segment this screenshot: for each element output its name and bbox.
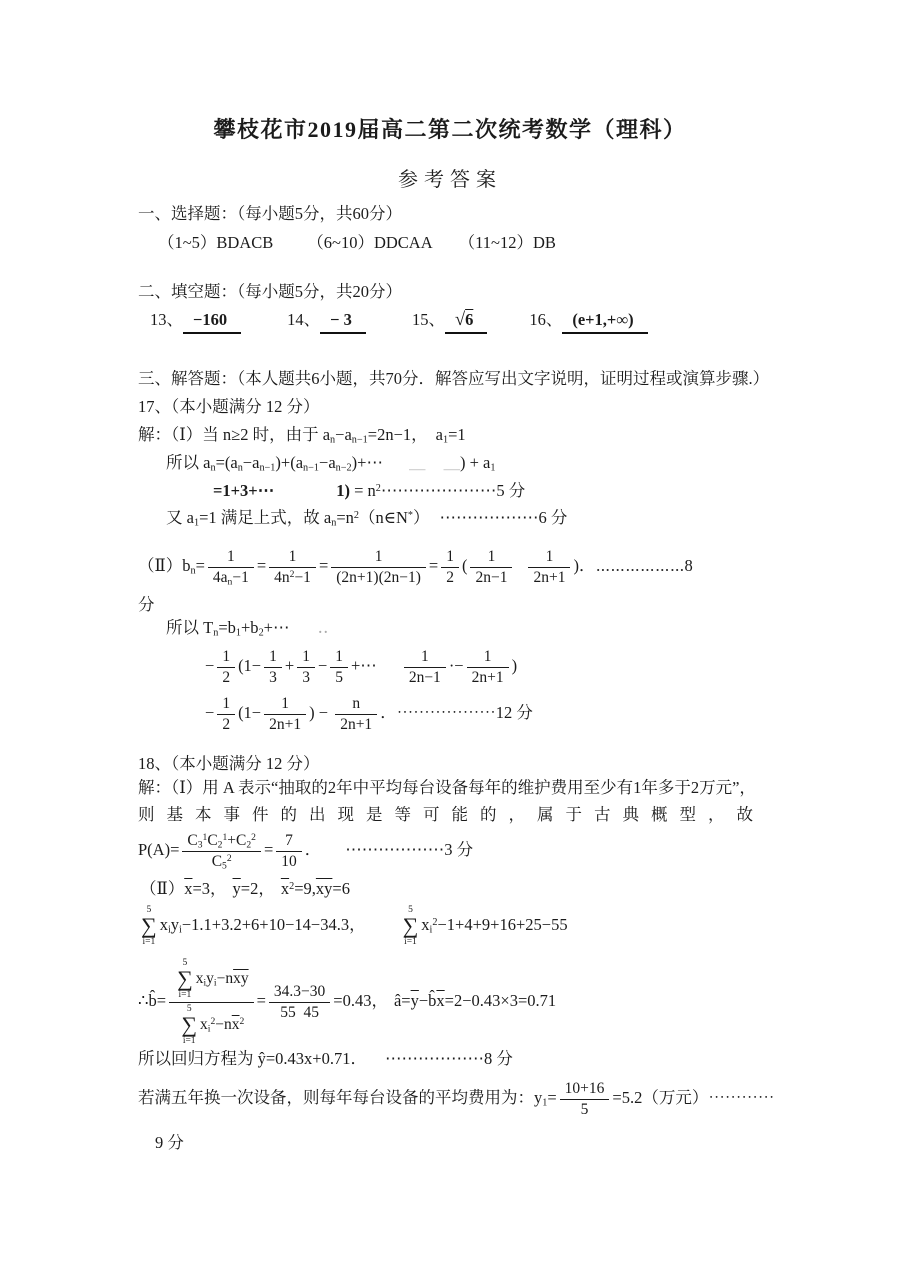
fraction: $\frac{n}{2n+1}$ bbox=[335, 695, 377, 734]
fraction: $\frac{34.3-30}{55 45}$ bbox=[269, 983, 330, 1022]
fraction: $\frac{1}{2n-1}$ bbox=[404, 648, 446, 687]
radical: √6 bbox=[454, 309, 474, 329]
fraction: 5 ∑ i=1 $x_iy_i-n\overline{xy}$ 5 ∑ i=1 $x_i^2-n\overline{x}^2$ bbox=[169, 958, 254, 1046]
sigma-sum: 5 ∑ i=1 bbox=[141, 905, 157, 947]
q18-step1: 解：（Ⅰ）用 A 表示“抽取的2年中平均每台设备每年的维护费用至少有1年多于2万元”， bbox=[138, 778, 756, 797]
q17-step4: 又 $a_1=1$ 满足上式，故 $a_n=n^2(n\in N^*)$ ⋯⋯⋯⋯⋯⋯6 分 bbox=[166, 508, 568, 529]
q17-step1: 解：（Ⅰ）当 n≥2 时，由于 $a_n-a_{n-1}=2n-1$， $a_1=1$ bbox=[138, 425, 466, 446]
fraction: $\frac{1}{4n^2-1}$ bbox=[269, 548, 316, 587]
fraction: $\frac{1}{(2n+1)(2n-1)}$ bbox=[331, 548, 426, 587]
q18-average-cost: 若满五年换一次设备，则每年每台设备的平均费用为：$y_1=$ $\frac{10+16}{5}$ =5.2（万元）⋯⋯⋯⋯ bbox=[138, 1080, 775, 1118]
sigma-sum: 5 ∑ i=1 bbox=[181, 1003, 198, 1046]
q17-step2: 所以 $a_n=(a_n-a_{n-1})+(a_{n-1}-a_{n-2})+\cdots$ ＿ ＿) + $a_1$ bbox=[166, 453, 496, 474]
q17-step7: − $\frac{1}{2}$ (1− $\frac{1}{2n+1}$ ) − $\frac{n}{2n+1}$ ．⋯⋯⋯⋯⋯⋯12 分 bbox=[205, 695, 533, 733]
blank-answer: (e+1,+∞) bbox=[562, 310, 647, 334]
fraction: $\frac{10+16}{5}$ bbox=[560, 1080, 610, 1119]
fraction: $\frac{1}{3}$ bbox=[297, 648, 315, 687]
sigma-sum: 5 ∑ i=1 bbox=[402, 905, 419, 947]
fraction: $\frac{1}{2n-1}$ bbox=[470, 548, 512, 587]
fraction: $\frac{1}{2n+1}$ bbox=[467, 648, 509, 687]
q18-regression-coef: ∴b̂= 5 ∑ i=1 $x_iy_i-n\overline{xy}$ 5 ∑ i=1 $x_i^2-n\overline{x}^2$ = $\frac{34.3-30}{55 45}$ =0.43， $â=\overline{y}-b̂\overline{x}=2-0.43\times 3=0.71$ bbox=[138, 958, 557, 1046]
sigma-sum: 5 ∑ i=1 bbox=[177, 958, 193, 1000]
fill-answers: 13、 −160 14、 − 3 15、 √6 16、 (e+1,+∞) bbox=[150, 307, 648, 331]
fraction: $\frac{1}{2}$ bbox=[441, 548, 459, 587]
q17-part2-formula: $(Ⅱ)b_n=$ $\frac{1}{4a_n-1}$ = $\frac{1}{4n^2-1}$ = $\frac{1}{(2n+1)(2n-1)}$ = $\frac{1}{2}$ ( $\frac{1}{2n-1}$ $\frac{1}{2n+1}$ )．⋯⋯⋯⋯⋯⋯8 bbox=[138, 548, 693, 588]
q18-step2: 则基本事件的出现是等可能的，属于古典概型，故 bbox=[138, 805, 765, 824]
fraction: $\frac{1}{4a_n-1}$ bbox=[208, 548, 254, 587]
fraction: $\frac{1}{2}$ bbox=[217, 695, 235, 734]
fraction: $\frac{7}{10}$ bbox=[276, 832, 302, 871]
fraction: $\frac{C_3^1C_2^1+C_2^2}{C_5^2}$ bbox=[182, 832, 261, 871]
fraction: $\frac{1}{2}$ bbox=[217, 648, 235, 687]
page-title: 攀枝花市2019届高二第二次统考数学（理科） bbox=[213, 117, 687, 142]
solution-section-header: 三、解答题：（本人题共6小题，共70分．解答应写出文字说明，证明过程或演算步骤.） bbox=[138, 369, 770, 388]
blank-answer bbox=[445, 310, 487, 334]
q18-regression-eq: 所以回归方程为 ŷ=0.43x+0.71． ⋯⋯⋯⋯⋯⋯8 分 bbox=[138, 1049, 513, 1068]
blank-answer: −160 bbox=[183, 310, 241, 334]
choice-answers: （1~5）BDACB （6~10）DDCAA （11~12）DB bbox=[158, 233, 556, 252]
fraction: $\frac{1}{5}$ bbox=[330, 648, 348, 687]
q17-part2-formula-cont: 分 bbox=[138, 595, 155, 614]
fraction: $\frac{1}{3}$ bbox=[264, 648, 282, 687]
q17-step5: 所以 $T_n=b_1+b_2+\cdots$ ‥ bbox=[166, 618, 329, 639]
choice-section-header: 一、选择题：（每小题5分，共60分） bbox=[138, 204, 402, 223]
q18-part2-means: $(Ⅱ)\overline{x}=3$， $\overline{y}=2$， $\overline{x}^2=9,\overline{xy}=6$ bbox=[140, 879, 350, 898]
fraction: $\frac{1}{2n+1}$ bbox=[264, 695, 306, 734]
blank-answer: − 3 bbox=[320, 310, 366, 334]
q18-sums: 5 ∑ i=1 $x_iy_i-1.1+3.2+6+10-14-34.3$， 5 ∑ i=1 $x_i^2-1+4+9+16+25-55$ bbox=[141, 905, 568, 947]
q17-header: 17、（本小题满分 12 分） bbox=[138, 397, 320, 416]
q18-probability: P(A)= $\frac{C_3^1C_2^1+C_2^2}{C_5^2}$ = $\frac{7}{10}$ ． ⋯⋯⋯⋯⋯⋯3 分 bbox=[138, 832, 474, 872]
q17-step3: =1+3+⋯ $1) = n^2\cdots\cdots\cdots\cdots\cdots\cdots\cdots 5$ 分 bbox=[213, 481, 526, 500]
q17-step6: − $\frac{1}{2}$ (1− $\frac{1}{3}$ + $\frac{1}{3}$ − $\frac{1}{5}$ +⋯ $\frac{1}{2n-1}$ ·− $\frac{1}{2n+1}$ ) bbox=[205, 648, 518, 686]
page-subtitle: 参考答案 bbox=[398, 169, 502, 191]
q18-header: 18、（本小题满分 12 分） bbox=[138, 754, 320, 773]
fill-section-header: 二、填空题：（每小题5分，共20分） bbox=[138, 282, 402, 301]
fraction: $\frac{1}{2n+1}$ bbox=[528, 548, 570, 587]
q18-score-9: 9 分 bbox=[155, 1133, 184, 1152]
